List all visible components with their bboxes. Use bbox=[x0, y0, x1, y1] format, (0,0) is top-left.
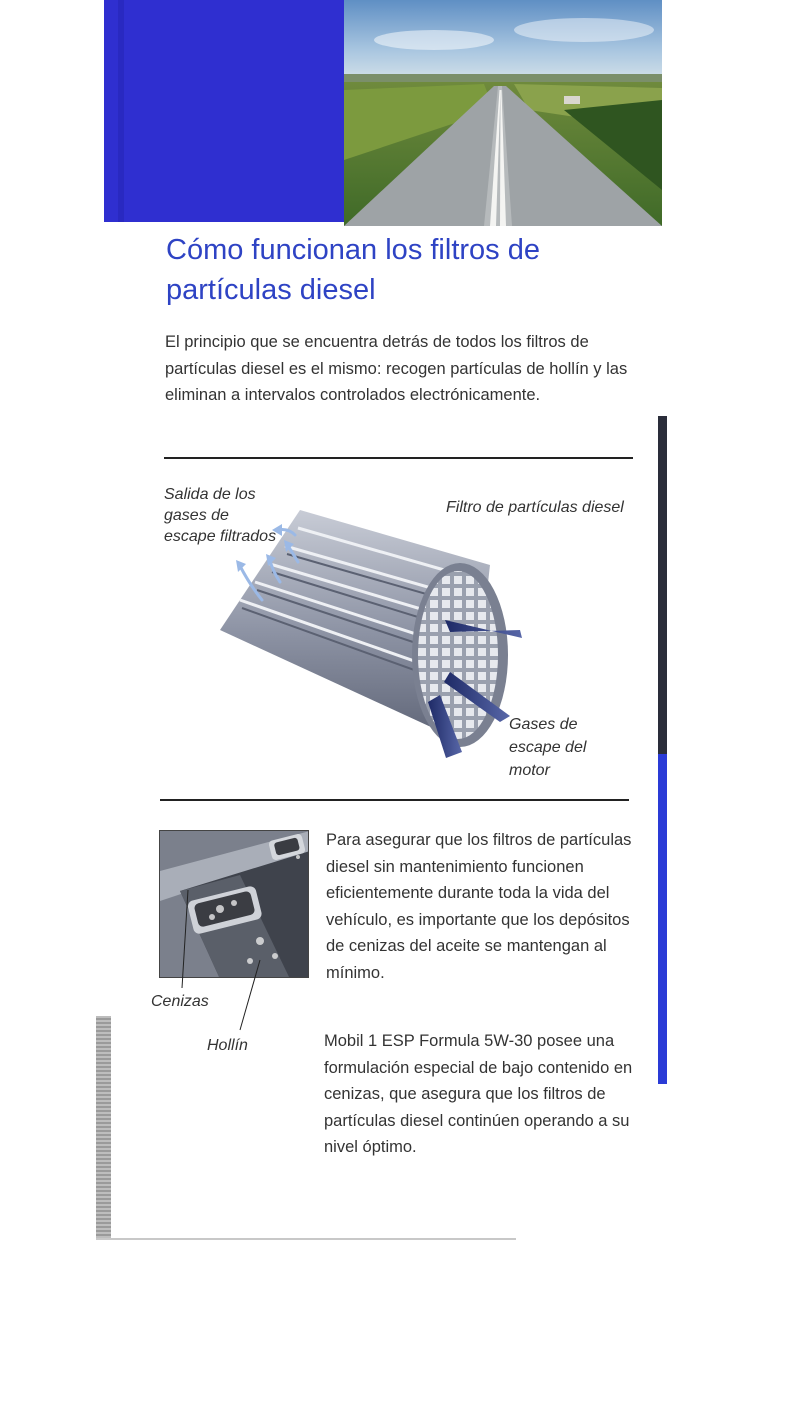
intro-paragraph: El principio que se encuentra detrás de todos los filtros de partículas diesel es el mismo: recogen partículas de hollín y las eliminan a intervalos controlados electrónicamente. bbox=[165, 333, 628, 404]
label-filtered-exhaust-exit: Salida de los gases de escape filtrados bbox=[164, 486, 277, 545]
page-title: Cómo funcionan los filtros de partículas diesel bbox=[166, 234, 540, 306]
label-engine-exhaust-gases: Gases de escape del motor bbox=[509, 716, 587, 779]
body-paragraph-2: Mobil 1 ESP Formula 5W-30 posee una formulación especial de bajo contenido en cenizas, que asegura que los filtros de partículas diesel continúen operando a su nivel óptimo. bbox=[324, 1032, 633, 1157]
label-soot: Hollín bbox=[207, 1037, 248, 1054]
road-photo bbox=[344, 0, 662, 226]
right-edge-dark-bar bbox=[658, 416, 667, 754]
divider-bottom bbox=[160, 799, 629, 801]
blue-header-stripe bbox=[118, 0, 124, 222]
body-paragraph-1: Para asegurar que los filtros de partículas diesel sin mantenimiento funcionen eficientemente durante toda la vida del vehículo, es importante que los depósitos de cenizas del aceite se mantengan al mínimo. bbox=[326, 831, 632, 982]
label-ash: Cenizas bbox=[151, 993, 209, 1010]
label-leader-lines bbox=[140, 870, 320, 1040]
particulate-filter-illustration bbox=[200, 490, 530, 760]
bottom-edge-line bbox=[96, 1238, 516, 1240]
blue-header-panel bbox=[104, 0, 346, 222]
divider-top bbox=[164, 457, 633, 459]
left-edge-gray-bar bbox=[96, 1016, 111, 1240]
label-diesel-particulate-filter: Filtro de partículas diesel bbox=[446, 499, 624, 516]
right-edge-blue-bar bbox=[658, 754, 667, 1084]
